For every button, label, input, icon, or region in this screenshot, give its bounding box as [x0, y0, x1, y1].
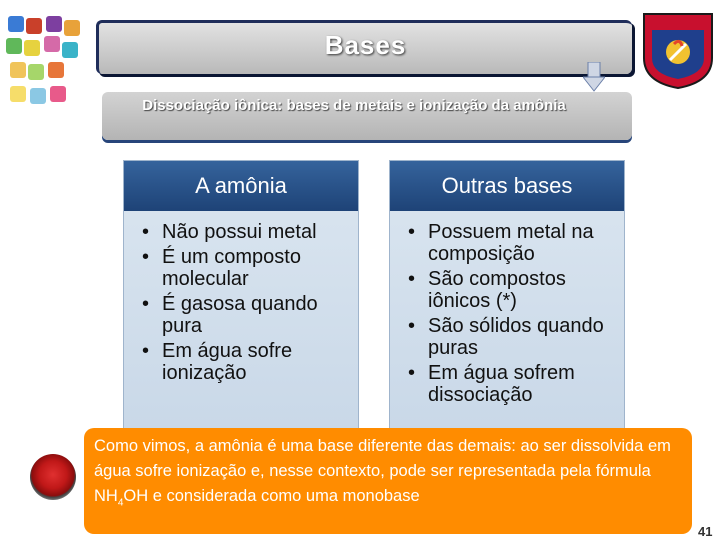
list-item: • São compostos iônicos (*) — [406, 268, 624, 312]
page-number: 41 — [698, 524, 713, 539]
explanation-callout — [84, 428, 692, 534]
title-bar — [96, 20, 632, 74]
institution-logo — [640, 8, 716, 90]
column-header: Outras bases — [390, 161, 624, 211]
list-item: • É gasosa quando pura — [140, 293, 358, 337]
list-item: • Em água sofre ionização — [140, 340, 358, 384]
list-item: • Possuem metal na composição — [406, 221, 624, 265]
slide-subtitle: Dissociação iônica: bases de metais e ionização da amônia — [142, 97, 566, 114]
bullet-list — [390, 221, 624, 406]
list-item: • Não possui metal — [140, 221, 358, 243]
down-arrow-icon — [583, 62, 605, 92]
list-item: • É um composto molecular — [140, 246, 358, 290]
callout-text-end: OH e considerada como uma monobase — [123, 487, 420, 505]
list-item: • São sólidos quando puras — [406, 315, 624, 359]
subtitle-bar — [102, 92, 632, 140]
other-bases-column — [389, 160, 625, 432]
callout-text: Como vimos, a amônia é uma base diferente das demais: ao ser dissolvida em água sofre ionização e, nesse contexto, pode ser representada pela fórmula NH — [94, 437, 671, 505]
science-collage-image — [6, 16, 80, 110]
slide-title: Bases — [324, 30, 407, 60]
bullet-list — [124, 221, 358, 384]
red-stop-button[interactable] — [30, 454, 76, 500]
ammonia-column — [123, 160, 359, 432]
formula-subscript: 4 — [117, 497, 124, 509]
column-header: A amônia — [124, 161, 358, 211]
list-item: • Em água sofrem dissociação — [406, 362, 624, 406]
